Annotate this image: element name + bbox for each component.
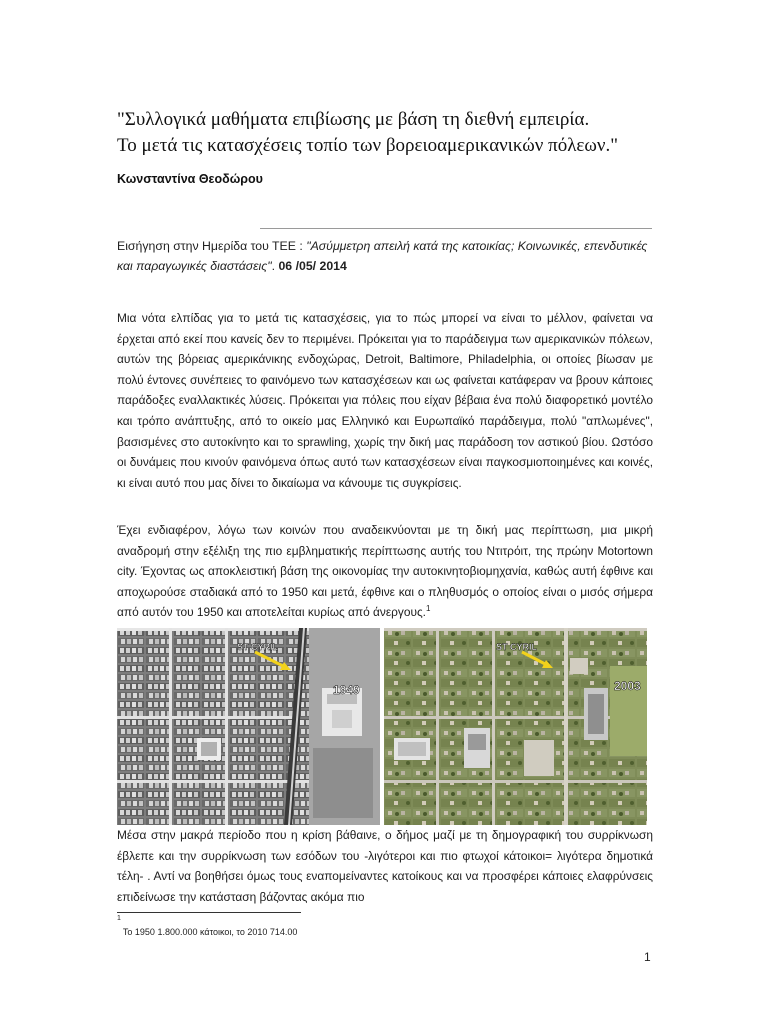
document-title (117, 107, 677, 159)
event-intro (117, 236, 657, 276)
author-name: Κωνσταντίνα Θεοδώρου (117, 172, 263, 186)
photo-year-1949: 1949 (333, 683, 360, 697)
title-line-2: Το μετά τις κατασχέσεις τοπίο των βορειοαμερικανικών πόλεων." (117, 135, 619, 156)
paragraph-2 (117, 520, 653, 623)
intro-date: 06 /05/ 2014 (278, 259, 347, 273)
paragraph-3: Μέσα στην μακρά περίοδο που η κρίση βάθαινε, ο δήμος μαζί με τη δημογραφική του συρρίκνωση έβλεπε και την συρρίκνωση των εσόδων του -λιγότεροι και πιο φτωχοί κάτοικοι= λιγότερα δημοτικά τέλη- . Αντί να βοηθήσει όμως τους εναπομείναντες κατοίκους και να προσφέρει κάποιες ελαφρύνσεις επιδείνωσε την κατάσταση βάζοντας ακόμα πιο (117, 828, 653, 904)
footnote-mark: 1 (117, 915, 121, 922)
intro-separator: . (271, 259, 279, 273)
intro-prefix: Εισήγηση στην Ημερίδα του ΤΕΕ : (117, 239, 307, 253)
footnote (117, 915, 298, 937)
intro-event-title: "Ασύμμετρη απειλή κατά της κατοικίας; Κοινωνικές, επενδυτικές και παραγωγικές διαστάσεις" (117, 239, 648, 273)
aerial-photo-2003 (384, 628, 647, 825)
page-number: 1 (644, 950, 651, 964)
footnote-reference[interactable]: 1 (426, 604, 431, 614)
photo-label-2003: ST CYRIL (496, 642, 538, 652)
paragraph-1: Μια νότα ελπίδας για το μετά τις κατασχέσεις, για το πώς μπορεί να είναι το μέλλον, φαίνεται να έρχεται από εκεί που κανείς δεν το περιμένει. Πρόκειται για το παράδειγμα των αμερικανικών πόλεων, αυτών της βόρειας αμερικάνικης ενδοχώρας, Detroit, Baltimore, Philadelphia, οι οποίες βίωσαν με πολύ έντονες συνέπειες το φαινόμενο των κατασχέσεων και ως φαίνεται κατάφεραν να βρουν κάποιες παράδοξες εναλλακτικές λύσεις. Πρόκειται για πόλεις που είχαν βέβαια ένα πολύ διαφορετικό μοντέλο και τρόπο ανάπτυξης, από το οικείο μας Ελληνικό και Ευρωπαϊκό παράδειγμα, πολύ "απλωμένες", βασισμένες στο αυτοκίνητο και το sprawling, χωρίς την δική μας παράδοση τον αστικού βίου. Ωστόσο οι δυνάμεις που κινούν φαινόμενα όπως αυτό των κατασχέσεων είναι παγκοσμιοποιημένες και κοινές, κι είναι αυτό που μας δίνει το δικαίωμα να κάνουμε τις συγκρίσεις. (117, 311, 653, 490)
footnote-separator (117, 912, 301, 913)
footnote-text: Το 1950 1.800.000 κάτοικοι, το 2010 714.00 (122, 927, 298, 937)
aerial-comparison-figure (117, 628, 647, 825)
title-line-1: "Συλλογικά μαθήματα επιβίωσης με βάση τη διεθνή εμπειρία. (117, 109, 590, 130)
aerial-photo-1949 (117, 628, 380, 825)
title-divider (260, 228, 652, 229)
photo-label-1949: ST CYRIL (237, 642, 279, 652)
paragraph-2-text: Έχει ενδιαφέρον, λόγω των κοινών που αναδεικνύονται με τη δική μας περίπτωση, μια μικρή αναδρομή στην εξέλιξη της πιο εμβληματικής περίπτωσης αυτής του Ντιτρόιτ, της πρώην Motortown city. Έχοντας ως αποκλειστική βάση της οικονομίας την αυτοκινητοβιομηχανία, καθώς αυτή έφθινε και αποχωρούσε σταδιακά από το 1950 και μετά, έφθινε και ο πληθυσμός ο οποίος είναι ο μισός σήμερα από αυτόν του 1950 και αποτελείται κυρίως από άνεργους. (117, 523, 653, 620)
photo-year-2003: 2003 (614, 679, 641, 693)
